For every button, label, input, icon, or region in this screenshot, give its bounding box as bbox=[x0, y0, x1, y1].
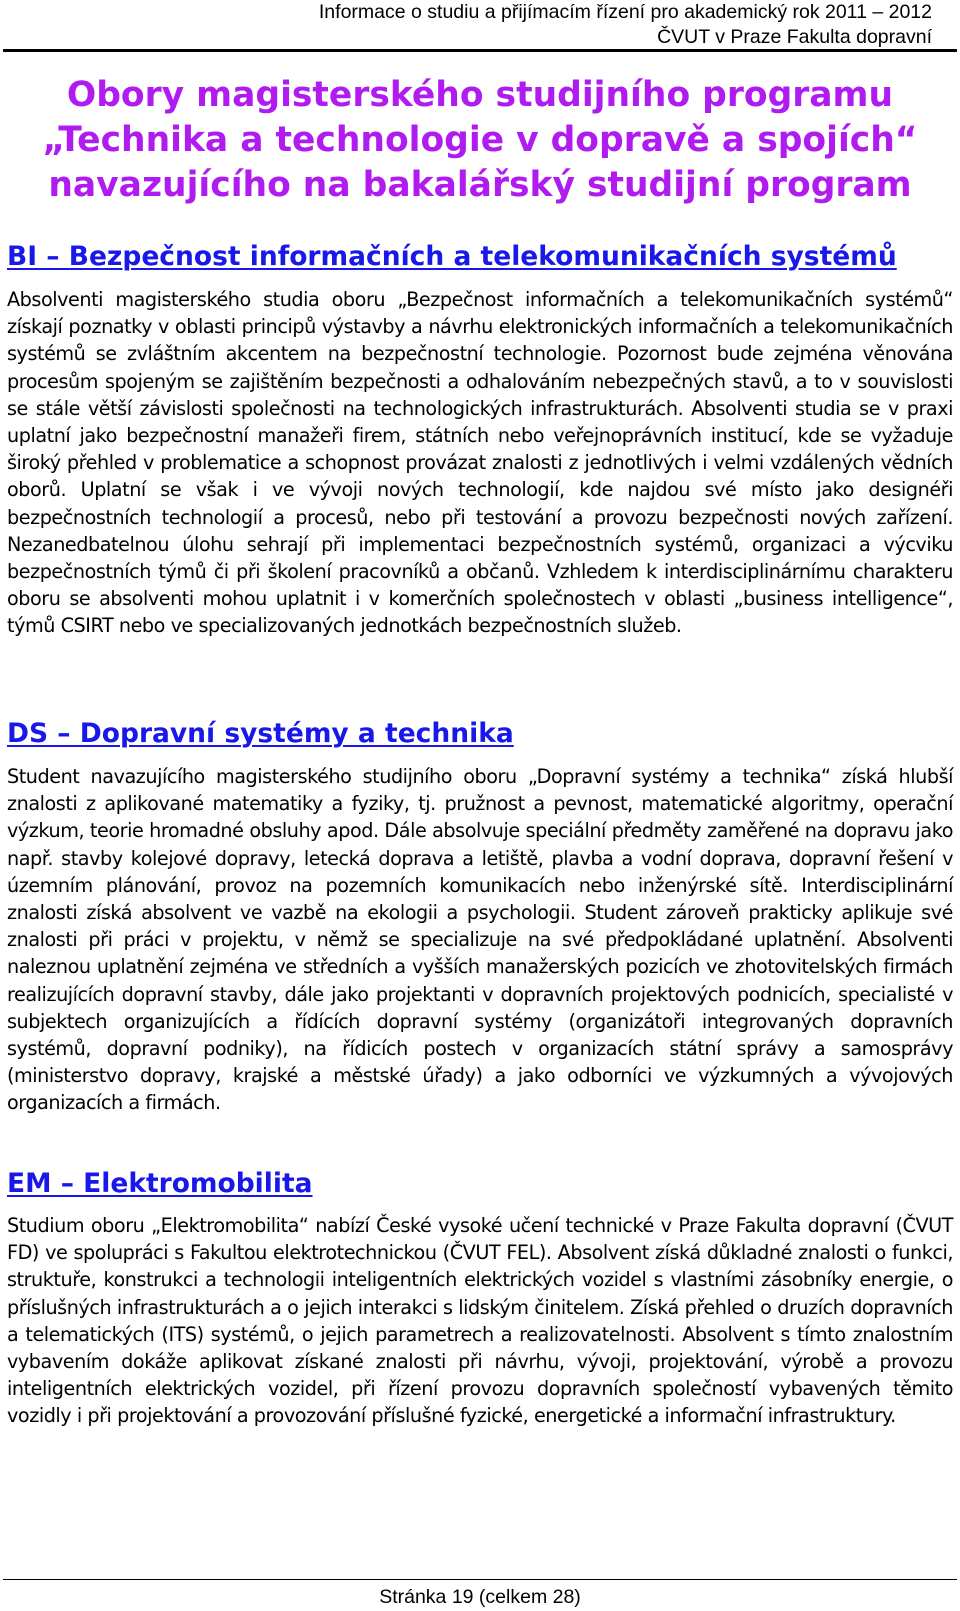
page-title bbox=[0, 73, 960, 208]
title-line-2: „Technika a technologie v dopravě a spojích“ bbox=[42, 120, 918, 160]
section-text-ds: Student navazujícího magisterského studijního oboru „Dopravní systémy a technika“ získá hlubší znalosti z aplikované matematiky a fyziky, tj. pružnost a pevnost, matematické algoritmy, operační výzkum, teorie hromadné obsluhy apod. Dále absolvuje speciální předměty zaměřené na dopravu jako např. stavby kolejové dopravy, letecká doprava a letiště, plavba a vodní doprava, dopravní řešení v územním plánování, provoz na pozemních komunikacích nebo inženýrské sítě. Interdisciplinární znalosti získá absolvent ve vazbě na ekologii a psychologii. Student zároveň prakticky aplikuje své znalosti při práci v projektu, v němž se specializuje na své předpokládané uplatnění. Absolventi naleznou uplatnění zejména ve středních a vyšších manažerských pozicích ve zhotovitelských firmách realizujících dopravní stavby, dále jako projektanti v dopravních projektových podnicích, specialisté v subjektech organizujících a řídících dopravní systémy (organizátoři integrovaných dopravních systémů, dopravní podniky), na řídicích postech v organizacích státní správy a samosprávy (ministerstvo dopravy, krajské a městské úřady) a jako odborníci ve výzkumných a vývojových organizacích a firmách. bbox=[7, 765, 953, 1115]
section-heading-em: EM – Elektromobilita bbox=[7, 1168, 313, 1199]
page-number: Stránka 19 (celkem 28) bbox=[379, 1586, 581, 1608]
title-line-3: navazujícího na bakalářský studijní program bbox=[48, 165, 912, 205]
section-heading-ds: DS – Dopravní systémy a technika bbox=[7, 718, 514, 749]
section-text-em: Studium oboru „Elektromobilita“ nabízí České vysoké učení technické v Praze Fakulta dopravní (ČVUT FD) ve spolupráci s Fakultou elektrotechnickou (ČVUT FEL). Absolvent získá důkladné znalosti o funkci, struktuře, konstrukci a technologii inteligentních elektrických vozidel s vlastními zásobníky energie, o příslušných infrastrukturách a o jejich interakci s lidským činitelem. Získá přehled o druzích dopravních a telematických (ITS) systémů, o jejich parametrech a realizovatelnosti. Absolvent s tímto znalostním vybavením dokáže aplikovat získané znalosti při návrhu, vývoji, projektování, výrobě a provozu inteligentních elektrických vozidel, při řízení provozu dopravních společností vybavených těmito vozidly i při projektování a provozování příslušné fyzické, energetické a informační infrastruktury. bbox=[7, 1214, 953, 1428]
header-divider bbox=[3, 49, 957, 52]
footer-divider bbox=[3, 1579, 957, 1580]
header-line-2: ČVUT v Praze Fakulta dopravní bbox=[657, 26, 932, 48]
header-line-1: Informace o studiu a přijímacím řízení pro akademický rok 2011 – 2012 bbox=[318, 1, 932, 23]
title-line-1: Obory magisterského studijního programu bbox=[66, 75, 894, 115]
page-header bbox=[319, 0, 932, 50]
section-heading-bi: BI – Bezpečnost informačních a telekomunikačních systémů bbox=[7, 241, 897, 272]
section-text-bi: Absolventi magisterského studia oboru „Bezpečnost informačních a telekomunikačních systémů“ získají poznatky v oblasti principů výstavby a návrhu elektronických informačních a telekomunikačních systémů se zvláštním akcentem na bezpečnostní technologie. Pozornost bude zejména věnována procesům spojeným se zajištěním bezpečnosti a odhalováním nebezpečných stavů, a to v souvislosti se stále větší závislosti společnosti na technologických infrastrukturách. Absolventi studia se v praxi uplatní jako bezpečnostní manažeři firem, státních nebo veřejnoprávních institucí, kde se vyžaduje široký přehled v problematice a schopnost provázat znalosti z jednotlivých i velmi vzdálených vědních oborů. Uplatní se však i ve vývoji nových technologií, kde najdou své místo jako designéři bezpečnostních technologií a procesů, nebo při testování a provozu bezpečnosti nových zařízení. Nezanedbatelnou úlohu sehrají při implementaci bezpečnostních systémů, organizaci a výcviku bezpečnostních týmů či při školení pracovníků a občanů. Vzhledem k interdisciplinárnímu charakteru oboru se absolventi mohou uplatnit i v komerčních společnostech v oblasti „business intelligence“, týmů CSIRT nebo ve specializovaných jednotkách bezpečnostních služeb. bbox=[7, 288, 953, 638]
